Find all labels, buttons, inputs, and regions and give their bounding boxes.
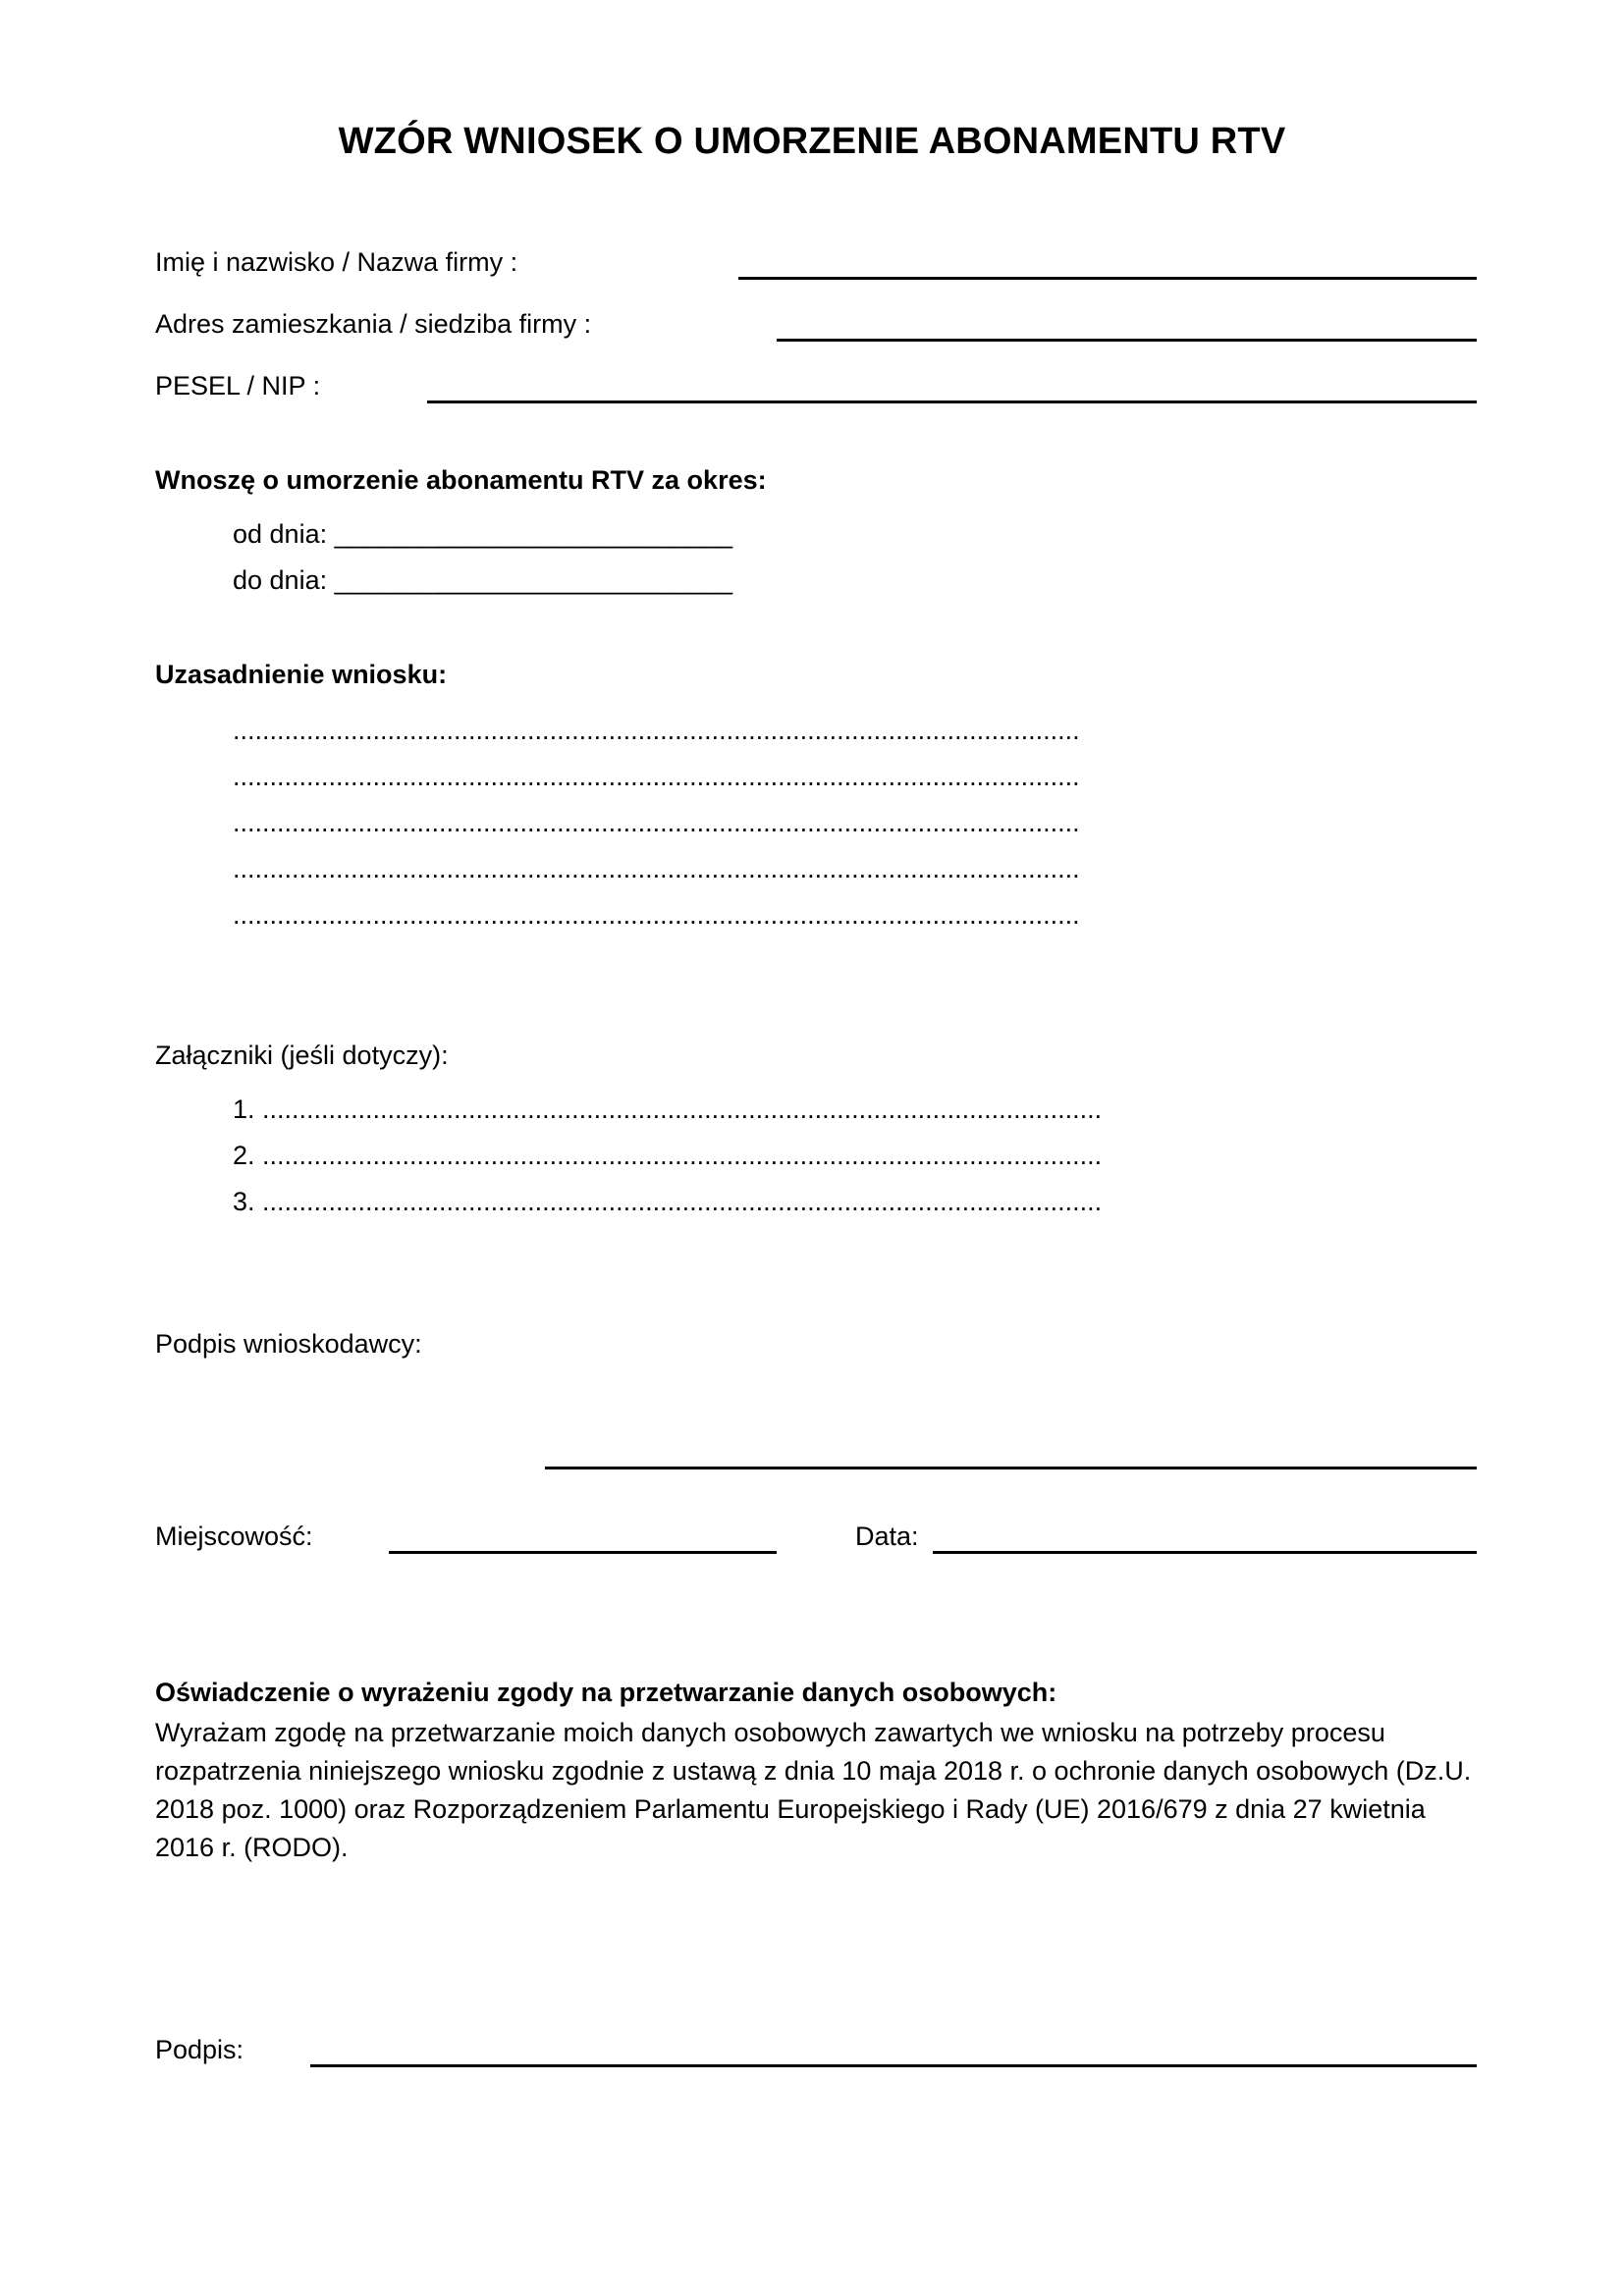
attachment-item[interactable]: 1. ..................................................................................................................: [233, 1095, 1103, 1124]
consent-signature-line[interactable]: [310, 2064, 1477, 2067]
consent-signature-label: Podpis:: [155, 2035, 244, 2064]
name-label: Imię i nazwisko / Nazwa firmy :: [155, 247, 518, 277]
address-field-line[interactable]: [777, 339, 1477, 342]
attachment-item[interactable]: 3. ..................................................................................................................: [233, 1187, 1103, 1216]
document-title: WZÓR WNIOSEK O UMORZENIE ABONAMENTU RTV: [338, 121, 1286, 162]
pesel-nip-label: PESEL / NIP :: [155, 371, 321, 400]
period-heading: Wnoszę o umorzenie abonamentu RTV za okres:: [155, 465, 767, 495]
justification-line[interactable]: ...................................................................................................................: [233, 900, 1080, 930]
date-label: Data:: [855, 1522, 919, 1551]
period-to-field[interactable]: do dnia: ___________________________: [233, 565, 733, 595]
attachment-item[interactable]: 2. ..................................................................................................................: [233, 1141, 1103, 1170]
attachments-heading: Załączniki (jeśli dotyczy):: [155, 1041, 449, 1070]
consent-text: Wyrażam zgodę na przetwarzanie moich danych osobowych zawartych we wniosku na potrzeby procesu rozpatrzenia niniejszego wniosku zgodnie z ustawą z dnia 10 maja 2018 r. o ochronie danych osobowych (Dz.U. 2018 poz. 1000) oraz Rozporządzeniem Parlamentu Europejskiego i Rady (UE) 2016/679 z dnia 27 kwietnia 2016 r. (RODO).: [155, 1718, 1472, 1862]
justification-heading: Uzasadnienie wniosku:: [155, 660, 448, 689]
justification-line[interactable]: ...................................................................................................................: [233, 854, 1080, 883]
period-from-field[interactable]: od dnia: ___________________________: [233, 519, 733, 549]
applicant-signature-label: Podpis wnioskodawcy:: [155, 1329, 422, 1359]
address-label: Adres zamieszkania / siedziba firmy :: [155, 309, 592, 339]
place-label: Miejscowość:: [155, 1522, 313, 1551]
justification-line[interactable]: ...................................................................................................................: [233, 808, 1080, 837]
applicant-signature-line[interactable]: [545, 1467, 1477, 1469]
date-field-line[interactable]: [933, 1551, 1477, 1554]
place-field-line[interactable]: [389, 1551, 777, 1554]
justification-line[interactable]: ...................................................................................................................: [233, 716, 1080, 745]
consent-heading: Oświadczenie o wyrażeniu zgody na przetwarzanie danych osobowych:: [155, 1678, 1057, 1707]
pesel-nip-field-line[interactable]: [427, 400, 1477, 403]
name-field-line[interactable]: [738, 277, 1477, 280]
justification-line[interactable]: ...................................................................................................................: [233, 762, 1080, 791]
